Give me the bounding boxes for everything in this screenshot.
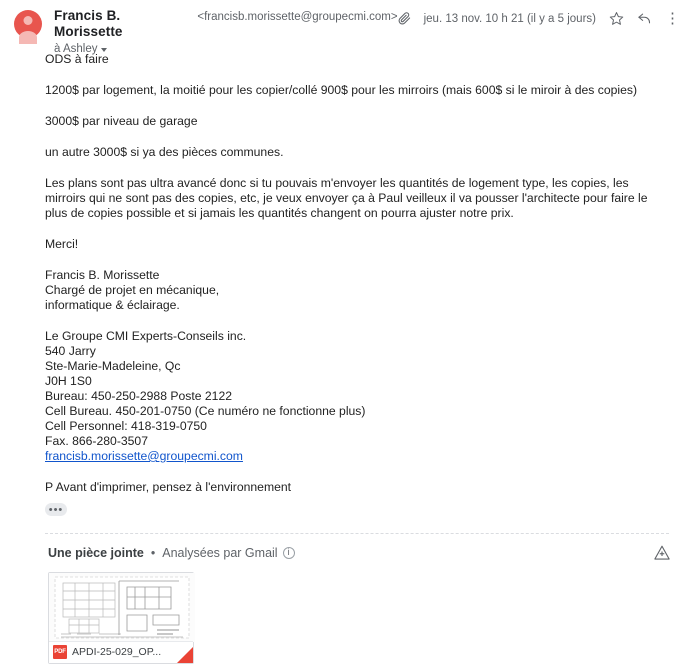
message-header (0, 0, 683, 55)
recipient-label: à Ashley (54, 43, 98, 55)
body-paragraph-6: Merci! (45, 237, 79, 251)
attachment-header (0, 534, 683, 560)
spacer (45, 313, 669, 329)
chevron-down-icon[interactable] (101, 48, 107, 52)
scanned-by-gmail-label: Analysées par Gmail (162, 545, 278, 560)
body-paragraph-2: 1200$ par logement, la moitié pour les copier/collé 900$ pour les mirroirs (mais 600$ si le miroir à des copies) (45, 83, 638, 97)
company-line: Ste-Marie-Madeleine, Qc (45, 359, 181, 373)
company-line: J0H 1S0 (45, 374, 92, 388)
body-paragraph-4: un autre 3000$ si ya des pièces communes. (45, 145, 284, 159)
sender-email: <francisb.morissette@groupecmi.com> (197, 11, 398, 23)
show-trimmed-content-button[interactable]: ••• (45, 503, 67, 516)
sender-line (54, 8, 398, 40)
sender-name: Francis B. Morissette (54, 8, 123, 39)
spacer (45, 464, 669, 480)
message-body (0, 46, 683, 517)
company-line: Cell Bureau. 450-201-0750 (Ce numéro ne fonctionne plus) (45, 404, 366, 418)
signature-line: Chargé de projet en mécanique, (45, 283, 220, 297)
signature-email-line (45, 449, 669, 464)
company-line: Le Groupe CMI Experts-Conseils inc. (45, 329, 247, 343)
separator-dot: • (150, 545, 156, 560)
add-to-drive-icon[interactable] (653, 544, 671, 562)
info-icon[interactable]: i (283, 547, 295, 559)
company-line: Fax. 866-280-3507 (45, 434, 148, 448)
body-paragraph-1: ODS à faire (45, 52, 109, 66)
signature-block (45, 268, 669, 495)
avatar[interactable] (14, 10, 42, 38)
company-line: 540 Jarry (45, 344, 96, 358)
company-line: Bureau: 450-250-2988 Poste 2122 (45, 389, 233, 403)
body-paragraph-5: Les plans sont pas ultra avancé donc si tu pouvais m'envoyer les quantités de logement type, les copies, les mirroirs qui ne sont pas des copies, etc, je veux envoyer ça à Paul veilleux il va pousser l'architecte pour faire le plus de copies possible et si jamais les quantités changent on pourra ajuster notre prix. (45, 176, 648, 220)
reply-arrow-icon[interactable] (637, 11, 652, 26)
attachment-thumbnail (49, 573, 193, 642)
star-icon[interactable] (609, 11, 624, 26)
signature-email-link[interactable]: francisb.morissette@groupecmi.com (45, 449, 243, 463)
company-line: Cell Personnel: 418-319-0750 (45, 419, 207, 433)
attachment-count-label: Une pièce jointe (48, 545, 144, 560)
signature-line: Francis B. Morissette (45, 268, 160, 282)
pdf-file-icon: PDF (53, 645, 67, 659)
attachment-card[interactable] (48, 572, 194, 664)
attachment-footer (49, 641, 193, 663)
attachment-filename: APDI-25-029_OP... (72, 646, 162, 658)
message-date: jeu. 13 nov. 10 h 21 (il y a 5 jours) (423, 12, 596, 25)
body-paragraph-3: 3000$ par niveau de garage (45, 114, 198, 128)
signature-line: informatique & éclairage. (45, 298, 180, 312)
more-options-icon[interactable]: ⋮ (665, 9, 680, 27)
sender-block (54, 8, 398, 55)
pdf-preview-drawing (49, 573, 195, 642)
paperclip-icon (398, 12, 411, 25)
message-header-actions (398, 9, 680, 27)
environment-note: P Avant d'imprimer, pensez à l'environnement (45, 480, 292, 494)
pdf-corner-marker (177, 647, 193, 663)
